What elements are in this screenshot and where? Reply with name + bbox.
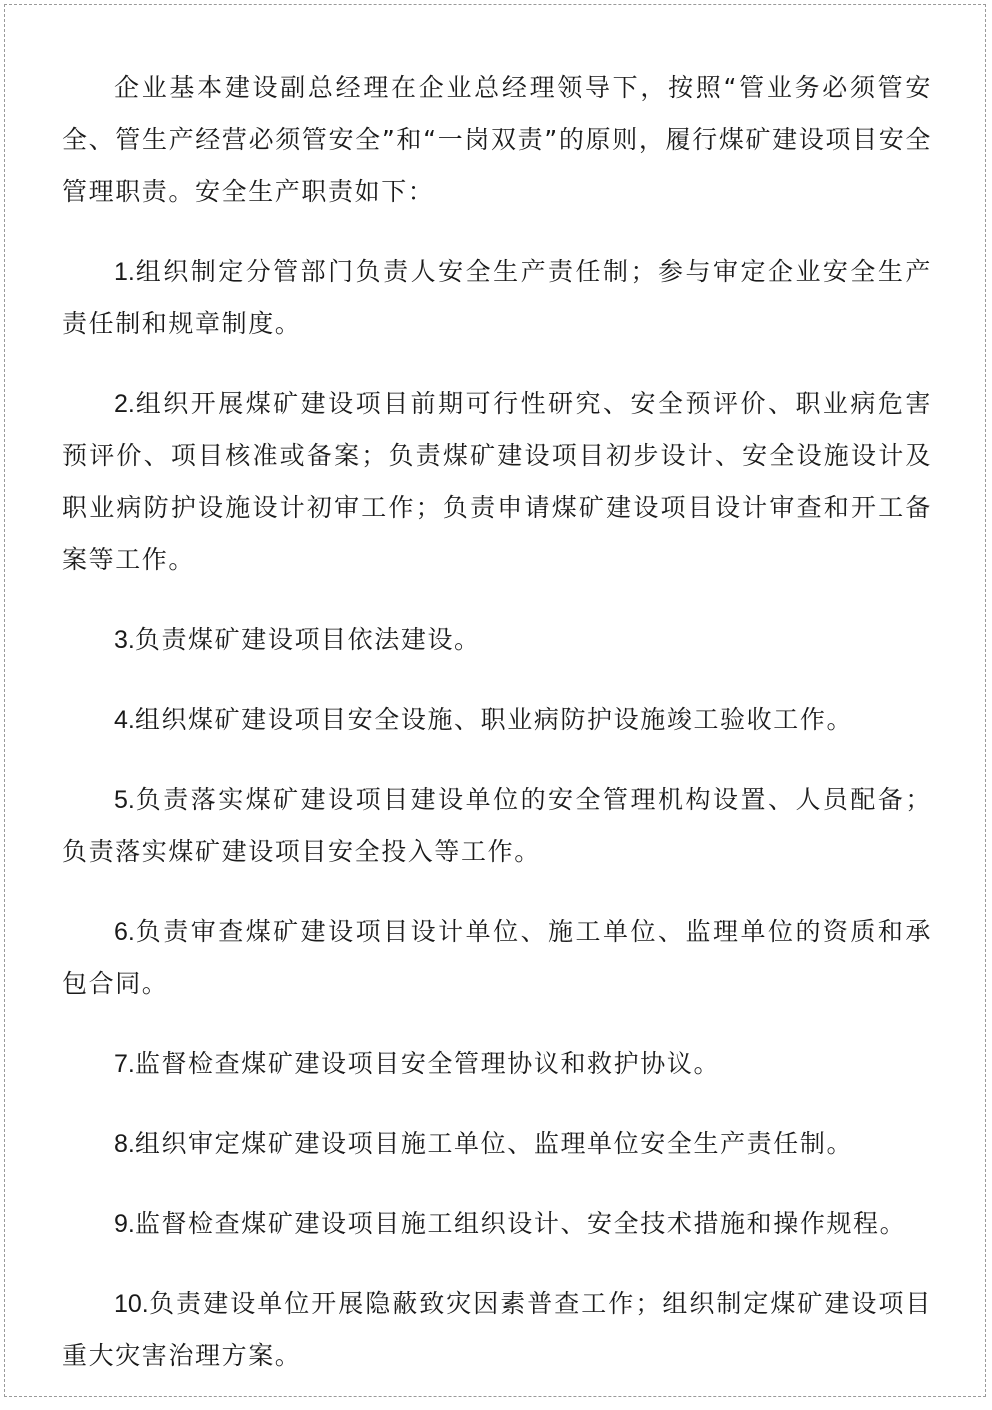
list-item	[62, 1118, 932, 1170]
list-item	[62, 774, 932, 878]
item-number: 10.	[114, 1290, 149, 1318]
item-text: 监督检查煤矿建设项目施工组织设计、安全技术措施和操作规程。	[134, 1209, 907, 1238]
item-number: 5.	[114, 786, 135, 814]
item-text: 负责建设单位开展隐蔽致灾因素普查工作；组织制定煤矿建设项目重大灾害治理方案。	[62, 1289, 932, 1370]
item-text: 组织审定煤矿建设项目施工单位、监理单位安全生产责任制。	[134, 1129, 854, 1158]
item-text: 监督检查煤矿建设项目安全管理协议和救护协议。	[134, 1049, 721, 1078]
item-text: 负责煤矿建设项目依法建设。	[134, 625, 481, 654]
list-item	[62, 378, 932, 586]
list-item	[62, 694, 932, 746]
item-text: 组织开展煤矿建设项目前期可行性研究、安全预评价、职业病危害预评价、项目核准或备案；负责煤矿建设项目初步设计、安全设施设计及职业病防护设施设计初审工作；负责申请煤矿建设项目设计审查和开工备案等工作。	[62, 389, 932, 574]
document-body	[62, 62, 932, 1410]
item-number: 1.	[114, 258, 135, 286]
list-item	[62, 1198, 932, 1250]
item-text: 负责落实煤矿建设项目建设单位的安全管理机构设置、人员配备；负责落实煤矿建设项目安全投入等工作。	[62, 785, 932, 866]
list-item	[62, 906, 932, 1010]
item-number: 8.	[114, 1130, 135, 1158]
list-item	[62, 1278, 932, 1382]
item-number: 2.	[114, 390, 135, 418]
item-text: 组织煤矿建设项目安全设施、职业病防护设施竣工验收工作。	[134, 705, 854, 734]
list-item	[62, 614, 932, 666]
item-text: 负责审查煤矿建设项目设计单位、施工单位、监理单位的资质和承包合同。	[62, 917, 932, 998]
list-item	[62, 1038, 932, 1090]
item-number: 3.	[114, 626, 135, 654]
intro-paragraph: 企业基本建设副总经理在企业总经理领导下，按照“管业务必须管安全、管生产经营必须管安全”和“一岗双责”的原则，履行煤矿建设项目安全管理职责。安全生产职责如下：	[62, 73, 932, 206]
item-number: 6.	[114, 918, 135, 946]
item-number: 7.	[114, 1050, 135, 1078]
item-text: 组织制定分管部门负责人安全生产责任制；参与审定企业安全生产责任制和规章制度。	[62, 257, 932, 338]
item-number: 4.	[114, 706, 135, 734]
list-item	[62, 246, 932, 350]
item-number: 9.	[114, 1210, 135, 1238]
